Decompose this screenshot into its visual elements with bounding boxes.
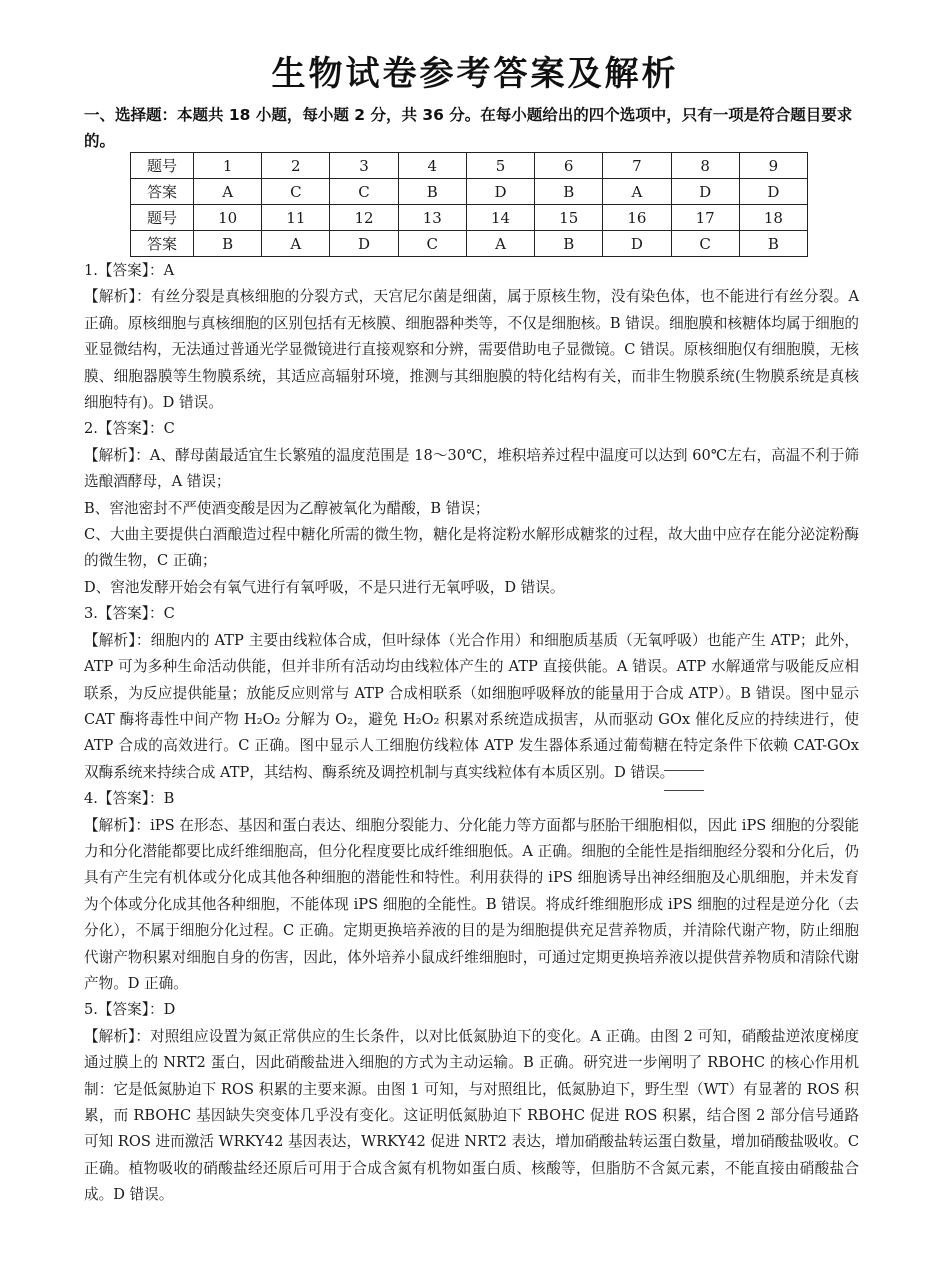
- answer-line: 3.【答案】：C: [84, 605, 175, 623]
- answer-cell: D: [671, 179, 739, 205]
- question-number: 5: [466, 153, 534, 179]
- question-number: 15: [535, 205, 603, 231]
- answer-line: 4.【答案】：B: [84, 790, 175, 808]
- answer-cell: A: [262, 231, 330, 257]
- answer-cell: D: [330, 231, 398, 257]
- section-heading: 一、选择题：本题共 18 小题，每小题 2 分，共 36 分。在每小题给出的四个选项中，只有一项是符合题目要求的。: [84, 106, 853, 150]
- explanation-text: 【解析】：有丝分裂是真核细胞的分裂方式，天宫尼尔菌是细菌，属于原核生物，没有染色体，也不能进行有丝分裂。A 正确。原核细胞与真核细胞的区别包括有无核膜、细胞器种类等，不仅是细胞核。B 错误。细胞膜和核糖体均属于细胞的亚显微结构，无法通过普通光学显微镜进行直接观察和分辨，需要借助电子显微镜。C 错误。原核细胞仅有细胞膜，无核膜、细胞器膜等生物膜系统，其适应高辐射环境，推测与其细胞膜的特化结构有关，而非生物膜系统(生物膜系统是真核细胞特有)。D 错误。: [84, 288, 859, 412]
- question-number: 12: [330, 205, 398, 231]
- table-row-answers-1: [131, 179, 808, 205]
- question-number: 4: [398, 153, 466, 179]
- answer-cell: C: [262, 179, 330, 205]
- row-label-answer: 答案: [131, 179, 194, 205]
- question-number: 18: [739, 205, 807, 231]
- question-number: 2: [262, 153, 330, 179]
- explanation-text: 【解析】：A、酵母菌最适宜生长繁殖的温度范围是 18～30℃，堆积培养过程中温度可以达到 60℃左右，高温不利于筛选酿酒酵母，A 错误；: [84, 446, 859, 491]
- explanation-item-5: [84, 997, 859, 1208]
- explanation-text: B、窖池密封不严使酒变酸是因为乙醇被氧化为醋酸，B 错误；: [84, 499, 490, 517]
- question-number: 9: [739, 153, 807, 179]
- answer-line: 1.【答案】：A: [84, 262, 175, 279]
- explanation-text: 【解析】：iPS 在形态、基因和蛋白表达、细胞分裂能力、分化能力等方面都与胚胎干细胞相似，因此 iPS 细胞的分裂能力和分化潜能都要比成纤维细胞高，但分化程度要比成纤维细胞低。A 正确。细胞的全能性是指细胞经分裂和分化后，仍具有产生完有机体或分化成其他各种细胞的潜能性和特性。利用获得的 iPS 细胞诱导出神经细胞及心肌细胞，并未发育为个体或分化成其他各种细胞，不能体现 iPS 细胞的全能性。B 错误。将成纤维细胞形成 iPS 细胞的过程是逆分化（去分化），不属于细胞分化过程。C 正确。定期更换培养液的目的是为细胞提供充足营养物质，并清除代谢产物，防止细胞代谢产物积累对细胞自身的伤害，因此，体外培养小鼠成纤维细胞时，可通过定期更换培养液以提供营养物质和清除代谢产物。D 正确。: [84, 816, 859, 992]
- row-label-question: 题号: [131, 153, 194, 179]
- table-row-questions-2: [131, 205, 808, 231]
- answer-cell: C: [330, 179, 398, 205]
- explanation-item-1: [84, 258, 859, 416]
- explanation-item-3: [84, 601, 859, 786]
- row-label-answer: 答案: [131, 231, 194, 257]
- answer-line: 2.【答案】：C: [84, 420, 175, 438]
- question-number: 1: [194, 153, 262, 179]
- row-label-question: 题号: [131, 205, 194, 231]
- explanation-text: C、大曲主要提供白酒酿造过程中糖化所需的微生物，糖化是将淀粉水解形成糖浆的过程，故大曲中应存在能分泌淀粉酶的微生物，C 正确；: [84, 526, 859, 570]
- question-number: 6: [535, 153, 603, 179]
- answer-line: 5.【答案】：D: [84, 1001, 176, 1019]
- answer-cell: D: [603, 231, 671, 257]
- explanation-item-4: [84, 786, 859, 997]
- question-number: 8: [671, 153, 739, 179]
- explanations: [84, 258, 859, 1209]
- question-number: 14: [466, 205, 534, 231]
- answer-cell: C: [671, 231, 739, 257]
- answer-cell: A: [466, 231, 534, 257]
- answer-table: [130, 152, 808, 257]
- pen-mark: [664, 790, 704, 791]
- page-title: 生物试卷参考答案及解析: [271, 54, 679, 94]
- question-number: 11: [262, 205, 330, 231]
- answer-cell: B: [194, 231, 262, 257]
- answer-cell: C: [398, 231, 466, 257]
- explanation-text: 【解析】：对照组应设置为氮正常供应的生长条件，以对比低氮胁迫下的变化。A 正确。由图 2 可知，硝酸盐逆浓度梯度通过膜上的 NRT2 蛋白，因此硝酸盐进入细胞的方式为主动运输。B 正确。研究进一步阐明了 RBOHC 的核心作用机制：它是低氮胁迫下 ROS 积累的主要来源。由图 1 可知，与对照组比，低氮胁迫下，野生型（WT）有显著的 ROS 积累，而 RBOHC 基因缺失突变体几乎没有变化。这证明低氮胁迫下 RBOHC 促进 ROS 积累，结合图 2 部分信号通路可知 ROS 进而激活 WRKY42 基因表达，WRKY42 促进 NRT2 表达，增加硝酸盐转运蛋白数量，增加硝酸盐吸收。C 正确。植物吸收的硝酸盐经还原后可用于合成含氮有机物如蛋白质、核酸等，但脂肪不含氮元素，不能直接由硝酸盐合成。D 错误。: [84, 1027, 859, 1204]
- answer-cell: B: [535, 231, 603, 257]
- question-number: 13: [398, 205, 466, 231]
- explanation-text: D、窖池发酵开始会有氧气进行有氧呼吸，不是只进行无氧呼吸，D 错误。: [84, 578, 565, 596]
- table-row-questions-1: [131, 153, 808, 179]
- question-number: 10: [194, 205, 262, 231]
- question-number: 3: [330, 153, 398, 179]
- question-number: 7: [603, 153, 671, 179]
- question-number: 16: [603, 205, 671, 231]
- answer-cell: A: [603, 179, 671, 205]
- explanation-text: 【解析】：细胞内的 ATP 主要由线粒体合成，但叶绿体（光合作用）和细胞质基质（无氧呼吸）也能产生 ATP；此外，ATP 可为多种生命活动供能，但并非所有活动均由线粒体产生的 ATP 直接供能。A 错误。ATP 水解通常与吸能反应相联系，为反应提供能量；放能反应则常与 ATP 合成相联系（如细胞呼吸释放的能量用于合成 ATP）。B 错误。图中显示 CAT 酶将毒性中间产物 H₂O₂ 分解为 O₂，避免 H₂O₂ 积累对系统造成损害，从而驱动 GOx 催化反应的持续进行，使 ATP 合成的高效进行。C 正确。图中显示人工细胞仿线粒体 ATP 发生器体系通过葡萄糖在特定条件下依赖 CAT-GOx 双酶系统来持续合成 ATP，其结构、酶系统及调控机制与真实线粒体有本质区别。D 错误。: [84, 631, 859, 781]
- answer-cell: D: [739, 179, 807, 205]
- explanation-item-2: [84, 416, 859, 601]
- answer-cell: B: [535, 179, 603, 205]
- answer-cell: A: [194, 179, 262, 205]
- answer-cell: B: [739, 231, 807, 257]
- answer-cell: B: [398, 179, 466, 205]
- table-row-answers-2: [131, 231, 808, 257]
- question-number: 17: [671, 205, 739, 231]
- pen-mark: [664, 770, 704, 771]
- answer-cell: D: [466, 179, 534, 205]
